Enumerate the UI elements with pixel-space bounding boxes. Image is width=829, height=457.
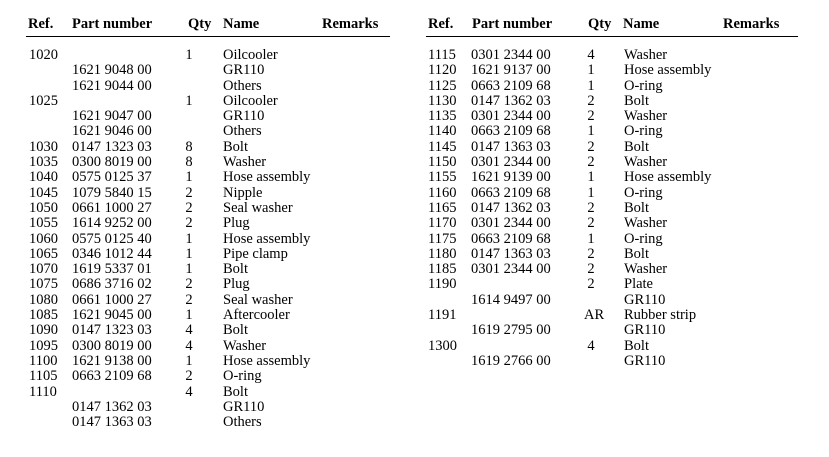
ref-cell: 1191 xyxy=(428,307,457,324)
qty-cell: 1 xyxy=(185,307,193,324)
ref-cell: 1040 xyxy=(29,169,58,186)
qty-cell: 2 xyxy=(587,245,595,262)
ref-cell: 1190 xyxy=(428,276,457,293)
name-cell: Washer xyxy=(624,261,668,278)
ref-cell: 1065 xyxy=(29,245,58,262)
part-number-cell: 0300 8019 00 xyxy=(72,154,152,171)
part-number-cell: 0661 1000 27 xyxy=(72,291,152,308)
name-cell: Aftercooler xyxy=(223,307,290,324)
table-row xyxy=(0,400,410,415)
name-cell: Seal washer xyxy=(223,199,293,216)
table-row xyxy=(0,79,410,94)
name-cell: Hose assembly xyxy=(624,62,712,79)
table-body xyxy=(0,48,410,430)
name-cell: O-ring xyxy=(223,368,262,385)
header-name: Name xyxy=(223,16,260,32)
qty-cell: 1 xyxy=(185,261,193,278)
table-row xyxy=(410,354,829,369)
qty-cell: 1 xyxy=(185,47,193,63)
table-row xyxy=(0,232,410,247)
part-number-cell: 0663 2109 68 xyxy=(471,123,551,140)
ref-cell: 1160 xyxy=(428,184,457,201)
part-number-cell: 0301 2344 00 xyxy=(471,261,551,278)
part-number-cell: 1621 9045 00 xyxy=(72,307,152,324)
table-row xyxy=(410,277,829,292)
name-cell: GR110 xyxy=(624,322,666,339)
qty-cell: 2 xyxy=(185,368,193,385)
table-row xyxy=(410,48,829,63)
qty-cell: 1 xyxy=(185,352,193,369)
name-cell: GR110 xyxy=(624,352,666,369)
part-number-cell: 0663 2109 68 xyxy=(471,77,551,94)
qty-cell: 2 xyxy=(185,215,193,232)
part-number-cell: 1621 9044 00 xyxy=(72,77,152,94)
name-cell: Hose assembly xyxy=(223,169,311,186)
qty-cell: 1 xyxy=(185,245,193,262)
part-number-cell: 0147 1363 03 xyxy=(471,245,551,262)
qty-cell: 4 xyxy=(185,383,193,400)
table-row xyxy=(0,124,410,139)
qty-cell: 4 xyxy=(587,337,595,354)
part-number-cell: 1621 9046 00 xyxy=(72,123,152,140)
part-number-cell: 0661 1000 27 xyxy=(72,199,152,216)
ref-cell: 1045 xyxy=(29,184,58,201)
ref-cell: 1165 xyxy=(428,199,457,216)
ref-cell: 1140 xyxy=(428,123,457,140)
header-remarks: Remarks xyxy=(723,16,780,32)
part-number-cell: 0663 2109 68 xyxy=(471,184,551,201)
ref-cell: 1070 xyxy=(29,261,58,278)
name-cell: Plate xyxy=(624,276,653,293)
name-cell: Plug xyxy=(223,215,250,232)
table-row xyxy=(0,339,410,354)
header-qty: Qty xyxy=(188,16,212,32)
name-cell: Oilcooler xyxy=(223,47,278,63)
name-cell: Bolt xyxy=(624,92,649,109)
name-cell: Washer xyxy=(624,47,668,63)
qty-cell: 1 xyxy=(587,169,595,186)
part-number-cell: 0575 0125 37 xyxy=(72,169,152,186)
name-cell: Hose assembly xyxy=(223,352,311,369)
ref-cell: 1035 xyxy=(29,154,58,171)
table-row xyxy=(410,63,829,78)
ref-cell: 1170 xyxy=(428,215,457,232)
ref-cell: 1125 xyxy=(428,77,457,94)
table-row xyxy=(0,170,410,185)
qty-cell: 2 xyxy=(185,199,193,216)
part-number-cell: 0346 1012 44 xyxy=(72,245,152,262)
header-qty: Qty xyxy=(588,16,612,32)
part-number-cell: 1621 9138 00 xyxy=(72,352,152,369)
name-cell: Bolt xyxy=(624,138,649,155)
ref-cell: 1090 xyxy=(29,322,58,339)
name-cell: Others xyxy=(223,123,262,140)
name-cell: GR110 xyxy=(624,291,666,308)
qty-cell: 4 xyxy=(185,322,193,339)
table-row xyxy=(410,262,829,277)
ref-cell: 1025 xyxy=(29,92,58,109)
qty-cell: 1 xyxy=(587,184,595,201)
name-cell: Washer xyxy=(223,154,267,171)
ref-cell: 1055 xyxy=(29,215,58,232)
table-row xyxy=(0,415,410,430)
qty-cell: 2 xyxy=(587,261,595,278)
name-cell: GR110 xyxy=(223,398,265,415)
parts-table-left xyxy=(0,0,410,430)
part-number-cell: 0147 1362 03 xyxy=(471,199,551,216)
part-number-cell: 0301 2344 00 xyxy=(471,215,551,232)
name-cell: Seal washer xyxy=(223,291,293,308)
table-row xyxy=(0,109,410,124)
table-row xyxy=(0,277,410,292)
part-number-cell: 1619 5337 01 xyxy=(72,261,152,278)
qty-cell: 2 xyxy=(185,291,193,308)
ref-cell: 1155 xyxy=(428,169,457,186)
name-cell: GR110 xyxy=(223,62,265,79)
table-row xyxy=(410,339,829,354)
ref-cell: 1100 xyxy=(29,352,58,369)
parts-table-right xyxy=(410,0,829,369)
ref-cell: 1110 xyxy=(29,383,57,400)
part-number-cell: 0147 1363 03 xyxy=(72,414,152,431)
name-cell: Hose assembly xyxy=(223,230,311,247)
table-row xyxy=(0,201,410,216)
ref-cell: 1080 xyxy=(29,291,58,308)
qty-cell: 2 xyxy=(587,138,595,155)
part-number-cell: 0147 1362 03 xyxy=(72,398,152,415)
name-cell: Others xyxy=(223,77,262,94)
qty-cell: 1 xyxy=(587,230,595,247)
table-row xyxy=(410,155,829,170)
qty-cell: 2 xyxy=(587,199,595,216)
table-row xyxy=(410,232,829,247)
ref-cell: 1115 xyxy=(428,47,456,63)
qty-cell: 1 xyxy=(587,123,595,140)
part-number-cell: 0575 0125 40 xyxy=(72,230,152,247)
qty-cell: 2 xyxy=(587,276,595,293)
name-cell: Washer xyxy=(223,337,267,354)
ref-cell: 1050 xyxy=(29,199,58,216)
part-number-cell: 0301 2344 00 xyxy=(471,47,551,63)
table-row xyxy=(0,323,410,338)
table-row xyxy=(0,155,410,170)
name-cell: GR110 xyxy=(223,108,265,125)
table-row xyxy=(410,79,829,94)
ref-cell: 1300 xyxy=(428,337,457,354)
ref-cell: 1120 xyxy=(428,62,457,79)
part-number-cell: 0301 2344 00 xyxy=(471,108,551,125)
part-number-cell: 1619 2766 00 xyxy=(471,352,551,369)
qty-cell: 2 xyxy=(587,154,595,171)
name-cell: Oilcooler xyxy=(223,92,278,109)
qty-cell: 2 xyxy=(185,276,193,293)
name-cell: Bolt xyxy=(223,138,248,155)
table-row xyxy=(410,124,829,139)
ref-cell: 1085 xyxy=(29,307,58,324)
name-cell: O-ring xyxy=(624,77,663,94)
ref-cell: 1185 xyxy=(428,261,457,278)
part-number-cell: 0663 2109 68 xyxy=(72,368,152,385)
part-number-cell: 1621 9048 00 xyxy=(72,62,152,79)
qty-cell: 1 xyxy=(185,169,193,186)
qty-cell: 2 xyxy=(185,184,193,201)
qty-cell: 2 xyxy=(587,108,595,125)
table-row xyxy=(410,323,829,338)
part-number-cell: 0300 8019 00 xyxy=(72,337,152,354)
name-cell: Bolt xyxy=(223,322,248,339)
name-cell: Washer xyxy=(624,215,668,232)
table-row xyxy=(0,140,410,155)
ref-cell: 1130 xyxy=(428,92,457,109)
part-number-cell: 1614 9252 00 xyxy=(72,215,152,232)
table-header xyxy=(410,14,829,36)
table-row xyxy=(410,140,829,155)
name-cell: Bolt xyxy=(624,199,649,216)
header-part-number: Part number xyxy=(472,16,553,32)
table-row xyxy=(410,216,829,231)
ref-cell: 1150 xyxy=(428,154,457,171)
ref-cell: 1145 xyxy=(428,138,457,155)
name-cell: Hose assembly xyxy=(624,169,712,186)
ref-cell: 1135 xyxy=(428,108,457,125)
part-number-cell: 0686 3716 02 xyxy=(72,276,152,293)
table-row xyxy=(0,63,410,78)
name-cell: Others xyxy=(223,414,262,431)
name-cell: Plug xyxy=(223,276,250,293)
ref-cell: 1175 xyxy=(428,230,457,247)
qty-cell: 4 xyxy=(587,47,595,63)
name-cell: Bolt xyxy=(624,337,649,354)
qty-cell: 8 xyxy=(185,138,193,155)
table-row xyxy=(0,216,410,231)
table-row xyxy=(410,247,829,262)
qty-cell: 8 xyxy=(185,154,193,171)
part-number-cell: 1079 5840 15 xyxy=(72,184,152,201)
part-number-cell: 0147 1323 03 xyxy=(72,138,152,155)
table-row xyxy=(0,308,410,323)
qty-cell: 1 xyxy=(185,92,193,109)
header-remarks: Remarks xyxy=(322,16,379,32)
qty-cell: 2 xyxy=(587,92,595,109)
name-cell: Rubber strip xyxy=(624,307,697,324)
ref-cell: 1020 xyxy=(29,47,58,63)
qty-cell: 2 xyxy=(587,215,595,232)
part-number-cell: 0301 2344 00 xyxy=(471,154,551,171)
table-row xyxy=(0,354,410,369)
name-cell: O-ring xyxy=(624,123,663,140)
name-cell: Pipe clamp xyxy=(223,245,288,262)
table-row xyxy=(410,293,829,308)
header-part-number: Part number xyxy=(72,16,153,32)
part-number-cell: 0147 1363 03 xyxy=(471,138,551,155)
header-ref: Ref. xyxy=(28,16,54,32)
table-row xyxy=(0,369,410,384)
qty-cell: 1 xyxy=(185,230,193,247)
name-cell: Bolt xyxy=(223,383,248,400)
name-cell: Bolt xyxy=(624,245,649,262)
table-row xyxy=(0,293,410,308)
table-row xyxy=(410,170,829,185)
ref-cell: 1180 xyxy=(428,245,457,262)
table-body xyxy=(410,48,829,369)
part-number-cell: 1621 9047 00 xyxy=(72,108,152,125)
name-cell: O-ring xyxy=(624,230,663,247)
qty-cell: 1 xyxy=(587,62,595,79)
ref-cell: 1030 xyxy=(29,138,58,155)
qty-cell: AR xyxy=(584,307,605,324)
name-cell: O-ring xyxy=(624,184,663,201)
table-row xyxy=(410,186,829,201)
qty-cell: 1 xyxy=(587,77,595,94)
ref-cell: 1105 xyxy=(29,368,58,385)
part-number-cell: 0147 1362 03 xyxy=(471,92,551,109)
part-number-cell: 1621 9139 00 xyxy=(471,169,551,186)
header-name: Name xyxy=(623,16,660,32)
table-row xyxy=(410,201,829,216)
ref-cell: 1060 xyxy=(29,230,58,247)
part-number-cell: 1619 2795 00 xyxy=(471,322,551,339)
part-number-cell: 0663 2109 68 xyxy=(471,230,551,247)
name-cell: Bolt xyxy=(223,261,248,278)
table-header xyxy=(0,14,410,36)
table-row xyxy=(0,262,410,277)
qty-cell: 4 xyxy=(185,337,193,354)
table-row xyxy=(0,385,410,400)
table-row xyxy=(410,308,829,323)
header-ref: Ref. xyxy=(428,16,454,32)
table-row xyxy=(0,94,410,109)
table-row xyxy=(0,186,410,201)
part-number-cell: 1621 9137 00 xyxy=(471,62,551,79)
name-cell: Washer xyxy=(624,154,668,171)
table-row xyxy=(410,94,829,109)
name-cell: Nipple xyxy=(223,184,263,201)
ref-cell: 1095 xyxy=(29,337,58,354)
part-number-cell: 1614 9497 00 xyxy=(471,291,551,308)
table-row xyxy=(0,247,410,262)
table-row xyxy=(0,48,410,63)
part-number-cell: 0147 1323 03 xyxy=(72,322,152,339)
ref-cell: 1075 xyxy=(29,276,58,293)
name-cell: Washer xyxy=(624,108,668,125)
table-row xyxy=(410,109,829,124)
